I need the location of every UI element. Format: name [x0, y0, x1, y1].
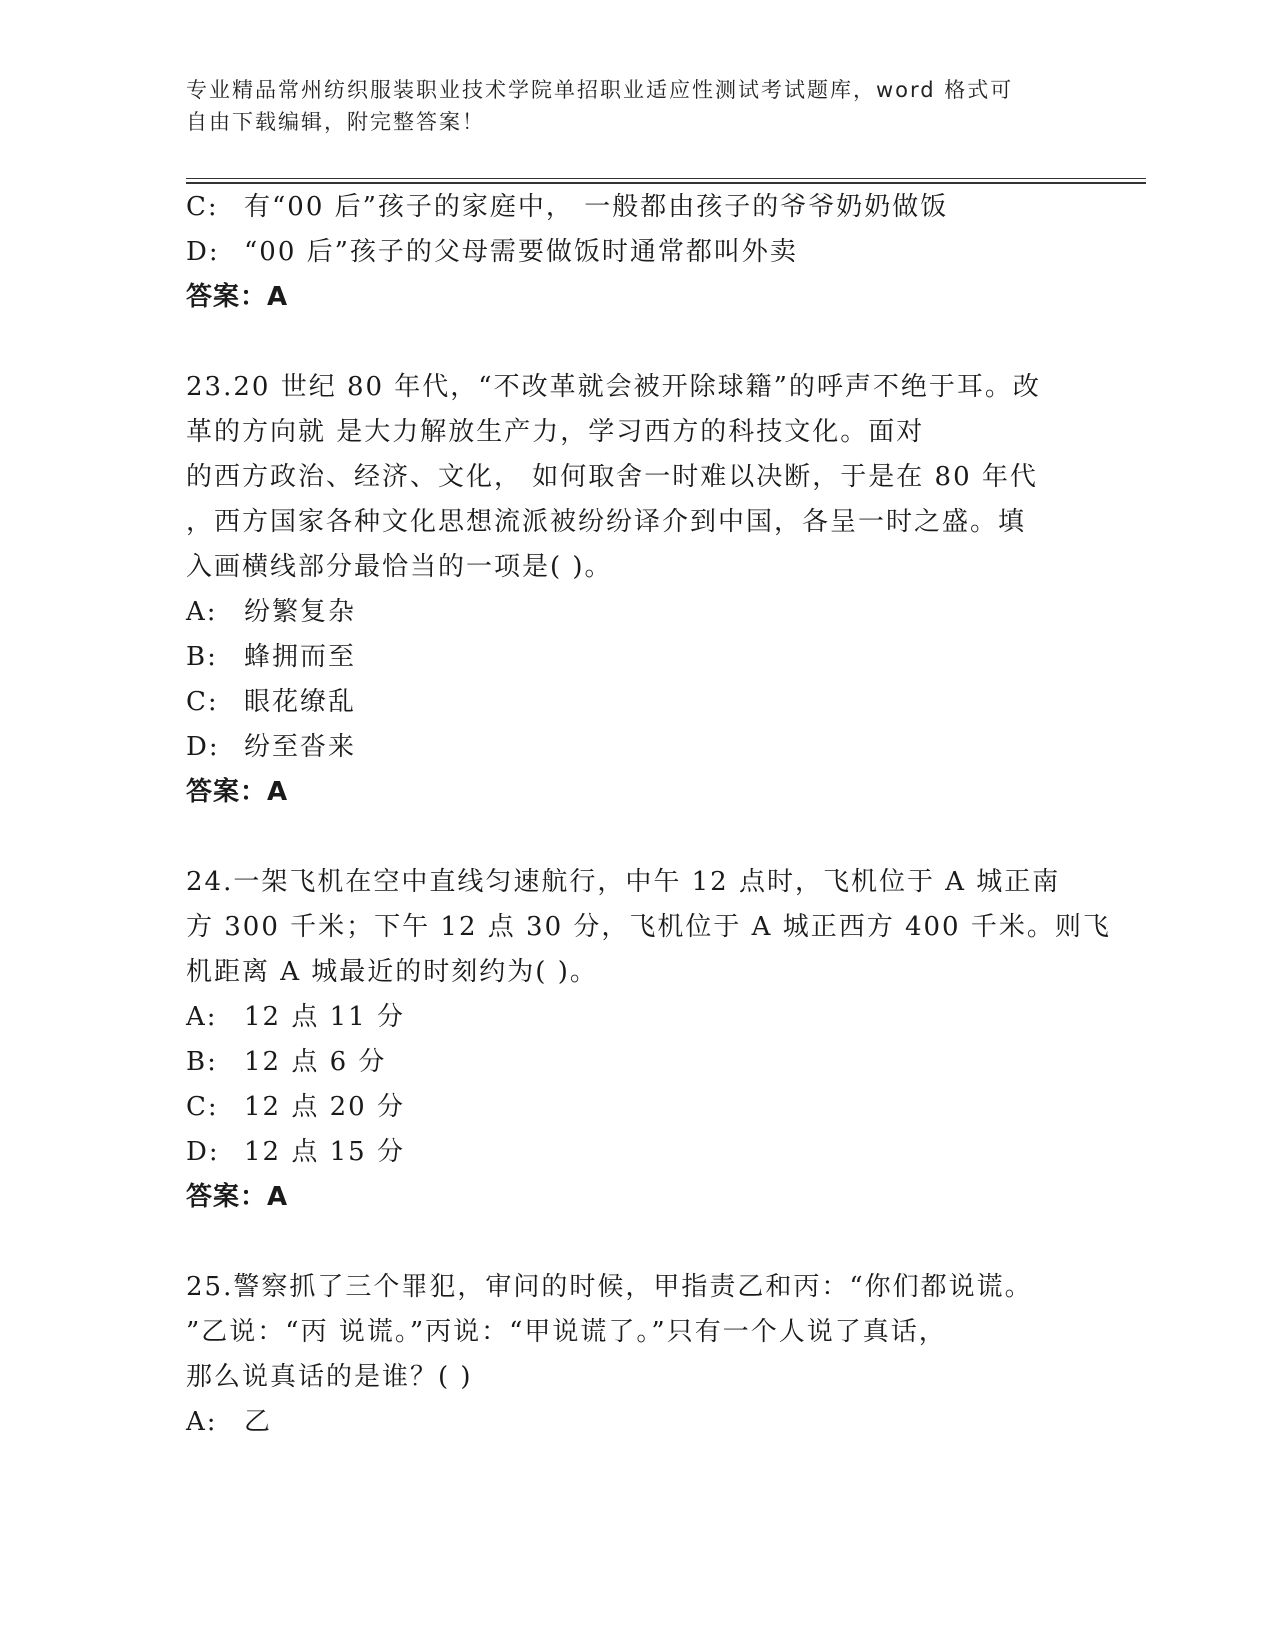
option-letter: B:	[186, 642, 218, 672]
option-text: 12 点 15 分	[244, 1137, 405, 1167]
option-text: 12 点 20 分	[244, 1092, 405, 1122]
option-b	[186, 1040, 1066, 1085]
question-23	[186, 365, 1066, 815]
question-content	[186, 185, 1111, 1445]
option-letter: A:	[186, 1002, 218, 1032]
option-text: “00 后”孩子的父母需要做饭时通常都叫外卖	[244, 237, 798, 267]
option-letter: C:	[186, 687, 219, 717]
option-d	[186, 725, 1066, 770]
option-letter: D:	[186, 1137, 220, 1167]
spacer	[186, 1220, 1066, 1265]
option-letter: C:	[186, 192, 219, 222]
question-stem-line: ”乙说：“丙 说谎。”丙说：“甲说谎了。”只有一个人说了真话，	[186, 1317, 947, 1347]
header-divider-thin	[186, 178, 1146, 179]
question-stem-line: 那么说真话的是谁？( )	[186, 1362, 473, 1392]
question-stem-line: 方 300 千米；下午 12 点 30 分，飞机位于 A 城正西方 400 千米。则飞	[186, 912, 1111, 942]
option-c	[186, 680, 1066, 725]
option-a	[186, 590, 1066, 635]
question-stem-line: 23.20 世纪 80 年代，“不改革就会被开除球籍”的呼声不绝于耳。改	[186, 372, 1041, 402]
option-text: 12 点 11 分	[244, 1002, 405, 1032]
option-c	[186, 1085, 1066, 1130]
option-text: 有“00 后”孩子的家庭中， 一般都由孩子的爷爷奶奶做饭	[244, 192, 949, 222]
header-divider-thick	[186, 182, 1146, 184]
answer-line: 答案：A	[186, 1182, 289, 1212]
question-stem-line: 的西方政治、经济、文化， 如何取舍一时难以决断，于是在 80 年代	[186, 462, 1038, 492]
question-25	[186, 1265, 1066, 1445]
option-b	[186, 635, 1066, 680]
option-letter: A:	[186, 597, 218, 627]
header-line-1: 专业精品常州纺织服装职业技术学院单招职业适应性测试考试题库，word 格式可	[186, 78, 1014, 102]
page-header	[186, 74, 1066, 138]
option-a	[186, 1400, 1066, 1445]
option-text: 眼花缭乱	[244, 687, 357, 717]
question-stem-line: ，西方国家各种文化思想流派被纷纷译介到中国，各呈一时之盛。填	[186, 507, 1027, 537]
question-stem-line: 革的方向就 是大力解放生产力，学习西方的科技文化。面对	[186, 417, 925, 447]
option-letter: C:	[186, 1092, 219, 1122]
option-d	[186, 1130, 1066, 1175]
option-text: 纷至沓来	[244, 732, 357, 762]
question-24	[186, 860, 1111, 1220]
question-stem-line: 25.警察抓了三个罪犯，审问的时候，甲指责乙和丙：“你们都说谎。	[186, 1272, 1033, 1302]
option-letter: D:	[186, 732, 220, 762]
option-text: 乙	[244, 1407, 273, 1437]
header-line-2: 自由下载编辑，附完整答案！	[186, 110, 485, 134]
option-text: 纷繁复杂	[244, 597, 357, 627]
answer-line: 答案：A	[186, 282, 289, 312]
option-letter: D:	[186, 237, 220, 267]
option-c	[186, 185, 1066, 230]
spacer	[186, 815, 1066, 860]
question-stem-line: 入画横线部分最恰当的一项是( )。	[186, 552, 613, 582]
option-a	[186, 995, 1066, 1040]
option-text: 蜂拥而至	[244, 642, 357, 672]
option-d	[186, 230, 1066, 275]
answer-line: 答案：A	[186, 777, 289, 807]
question-stem-line: 24.一架飞机在空中直线匀速航行，中午 12 点时，飞机位于 A 城正南	[186, 867, 1061, 897]
spacer	[186, 320, 1066, 365]
option-letter: A:	[186, 1407, 218, 1437]
option-letter: B:	[186, 1047, 218, 1077]
question-22-continued	[186, 185, 1066, 320]
question-stem-line: 机距离 A 城最近的时刻约为( )。	[186, 957, 598, 987]
option-text: 12 点 6 分	[244, 1047, 387, 1077]
